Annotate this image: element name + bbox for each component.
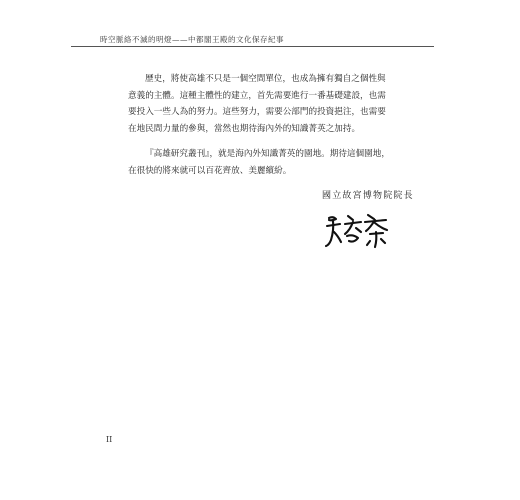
- signatory-title: 國立故宮博物院院長: [322, 191, 414, 201]
- handwritten-signature: [323, 210, 393, 250]
- page-number: II: [106, 435, 113, 444]
- text-line: 在地民間力量的參與，當然也期待海內外的知識菁英之加持。: [128, 124, 361, 135]
- text-line: 『高雄研究叢刊』，就是海內外知識菁英的園地。期待這個園地，: [145, 148, 390, 159]
- text-line: 要投入一些人為的努力。這些努力，需要公部門的投資挹注，也需要: [128, 107, 386, 118]
- preface-body: [128, 71, 398, 187]
- paragraph-history: [128, 71, 398, 138]
- header-divider: [71, 46, 434, 47]
- running-header-title: 時空脈絡不滅的明燈——中都閣王殿的文化保存紀事: [100, 35, 284, 44]
- text-line: 歷史，將使高雄不只是一個空間單位，也成為擁有獨自之個性與: [145, 74, 386, 84]
- paragraph-series: [128, 146, 398, 179]
- text-line: 在很快的將來就可以百花齊放、美麗繽紛。: [128, 165, 292, 176]
- text-line: 意義的主體。這種主體性的建立，首先需要進行一番基礎建設，也需: [128, 90, 386, 101]
